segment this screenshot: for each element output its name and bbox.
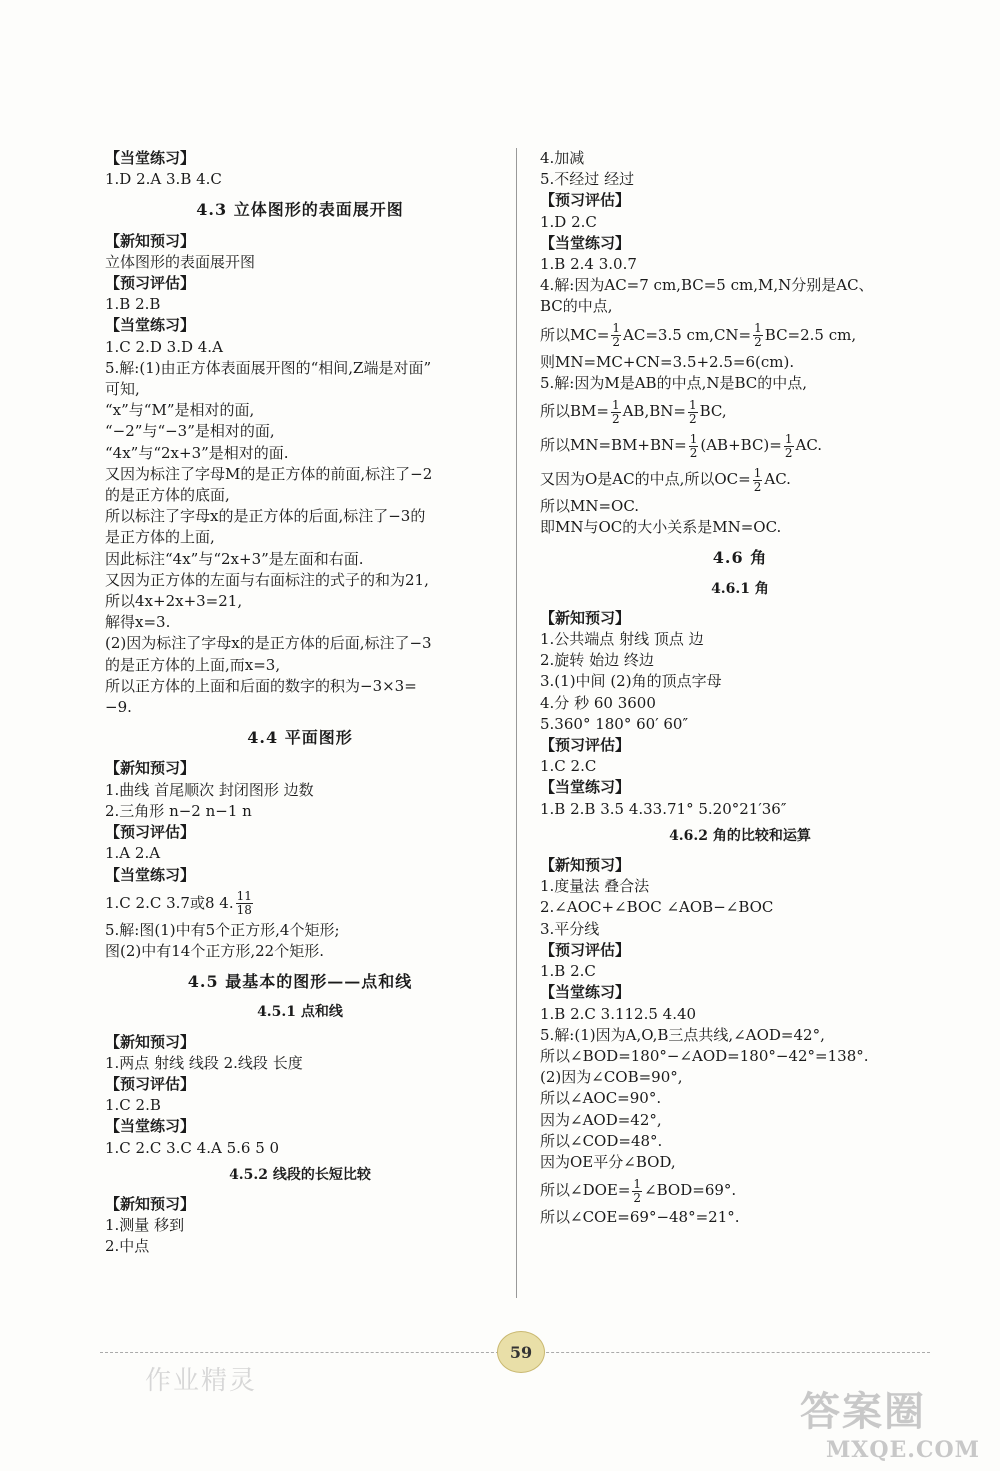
subsection-title-4-6-1: 4.6.1 角: [711, 580, 769, 597]
answer-line: 5.不经过 经过: [540, 170, 635, 189]
numerator: 11: [236, 889, 252, 904]
solution-line: −9.: [105, 698, 132, 717]
subsection-title-4-5-1: 4.5.1 点和线: [257, 1004, 343, 1021]
solution-line: 的是正方体的底面,: [105, 486, 230, 505]
numerator: 1: [689, 431, 698, 446]
solution-line: 因为OE平分∠BOD,: [540, 1152, 676, 1171]
answer-line: 1.B 2.C 3.112.5 4.40: [540, 1004, 697, 1023]
solution-line: 因此标注“4x”与“2x+3”是左面和右面.: [105, 549, 364, 568]
solution-line: 所以∠COE=69°−48°=21°.: [540, 1208, 740, 1227]
solution-line: 4.解:因为AC=7 cm,BC=5 cm,M,N分别是AC、: [540, 276, 874, 295]
heading-new-knowledge: 【新知预习】: [105, 231, 196, 250]
heading-preview-eval: 【预习评估】: [105, 1074, 196, 1093]
watermark-logo-text: 答案圈: [800, 1388, 926, 1435]
answer-line: 1.测量 移到: [105, 1216, 185, 1235]
text-part: AB,BN=: [622, 402, 686, 421]
text-part: AC.: [795, 436, 823, 455]
solution-line-with-fraction: [540, 394, 940, 428]
left-column: [105, 148, 495, 1258]
heading-preview-eval: 【预习评估】: [105, 823, 196, 842]
heading-practice: 【当堂练习】: [105, 1117, 196, 1136]
text-part: AC.: [764, 470, 791, 489]
fraction-half: [753, 322, 763, 349]
right-column: [540, 148, 940, 1228]
fraction-half: [784, 433, 794, 460]
solution-line: 5.解:(1)由正方体表面展开图的“相间,Z端是对面”: [105, 358, 432, 377]
answer-line: 1.B 2.B: [105, 295, 161, 314]
solution-line: 所以标注了字母x的是正方体的后面,标注了−3的: [105, 507, 426, 526]
text-part: 所以BM=: [540, 402, 609, 421]
solution-line: “x”与“M”是相对的面,: [105, 401, 255, 420]
footer-watermark: 作业精灵: [145, 1366, 258, 1396]
heading-preview-eval: 【预习评估】: [105, 274, 196, 293]
watermark-logo: [800, 1380, 990, 1468]
answer-line-with-fraction: [105, 886, 495, 920]
numerator: 1: [754, 321, 762, 336]
heading-preview-eval: 【预习评估】: [540, 940, 631, 959]
solution-line-with-fraction: [540, 462, 940, 496]
solution-line-with-fraction: [540, 318, 940, 352]
numerator: 1: [753, 465, 762, 480]
heading-new-knowledge: 【新知预习】: [105, 1194, 196, 1213]
text-part: BC,: [699, 402, 727, 421]
solution-line: 所以正方体的上面和后面的数字的积为−3×3=: [105, 676, 417, 695]
solution-line: 所以∠AOC=90°.: [540, 1089, 662, 1108]
section-title-4-6: 4.6 角: [712, 548, 768, 568]
denominator: 2: [754, 335, 762, 350]
fraction-11-18: [236, 890, 253, 917]
numerator: 1: [612, 321, 621, 336]
denominator: 2: [688, 411, 697, 426]
heading-practice: 【当堂练习】: [540, 983, 631, 1002]
text-part: 又因为O是AC的中点,所以OC=: [540, 470, 751, 489]
solution-line: (2)因为标注了字母x的是正方体的后面,标注了−3: [105, 634, 432, 653]
answer-line: 1.B 2.B 3.5 4.33.71° 5.20°21′36″: [540, 799, 787, 818]
answer-line: 1.度量法 叠合法: [540, 877, 650, 896]
subsection-title-4-5-2: 4.5.2 线段的长短比较: [229, 1166, 371, 1183]
answer-line: 4.分 秒 60 3600: [540, 693, 656, 712]
heading-new-knowledge: 【新知预习】: [540, 608, 631, 627]
answer-line: 1.B 2.C: [540, 962, 596, 981]
solution-line: 可知,: [105, 380, 140, 399]
solution-line: 所以MN=OC.: [540, 497, 640, 516]
answer-line: 2.∠AOC+∠BOC ∠AOB−∠BOC: [540, 898, 774, 917]
fraction-half: [753, 467, 763, 494]
solution-line: “−2”与“−3”是相对的面,: [105, 422, 275, 441]
answer-line: 2.三角形 n−2 n−1 n: [105, 801, 252, 820]
solution-line: 则MN=MC+CN=3.5+2.5=6(cm).: [540, 352, 795, 371]
solution-line: 5.解:(1)因为A,O,B三点共线,∠AOD=42°,: [540, 1025, 825, 1044]
solution-line: 所以4x+2x+3=21,: [105, 592, 243, 611]
heading-practice: 【当堂练习】: [105, 316, 196, 335]
solution-line: 所以∠BOD=180°−∠AOD=180°−42°=138°.: [540, 1046, 869, 1065]
text-part: (AB+BC)=: [700, 436, 782, 455]
solution-line: (2)因为∠COB=90°,: [540, 1068, 683, 1087]
text-part: 所以MC=: [540, 325, 610, 344]
heading-practice: 【当堂练习】: [105, 865, 196, 884]
solution-line: 又因为正方体的左面与右面标注的式子的和为21,: [105, 570, 429, 589]
answer-line: 2.中点: [105, 1237, 150, 1256]
denominator: 2: [753, 479, 762, 494]
text-part: AC=3.5 cm,CN=: [623, 325, 752, 344]
solution-line: 又因为标注了字母M的是正方体的前面,标注了−2: [105, 464, 433, 483]
solution-line-with-fraction: [540, 1173, 940, 1207]
numerator: 1: [611, 397, 620, 412]
solution-line: 5.解:因为M是AB的中点,N是BC的中点,: [540, 373, 808, 392]
answer-line: 3.平分线: [540, 919, 600, 938]
answer-line: 1.两点 射线 线段 2.线段 长度: [105, 1053, 303, 1072]
answer-line: 1.曲线 首尾顺次 封闭图形 边数: [105, 780, 314, 799]
heading-new-knowledge: 【新知预习】: [540, 856, 631, 875]
denominator: 2: [633, 1190, 642, 1205]
solution-line: 5.解:图(1)中有5个正方形,4个矩形;: [105, 920, 340, 939]
heading-new-knowledge: 【新知预习】: [105, 1032, 196, 1051]
solution-line: 是正方体的上面,: [105, 528, 215, 547]
solution-line: 的是正方体的上面,而x=3,: [105, 655, 281, 674]
heading-preview-eval: 【预习评估】: [540, 736, 631, 755]
fraction-half: [632, 1178, 642, 1205]
answer-line: 1.C 2.C: [540, 757, 597, 776]
answer-line: 1.D 2.C: [540, 212, 597, 231]
heading-practice: 【当堂练习】: [540, 233, 631, 252]
answer-line: 4.加减: [540, 149, 585, 167]
section-title-4-4: 4.4 平面图形: [247, 728, 353, 748]
answer-line: 1.C 2.D 3.D 4.A: [105, 337, 223, 356]
solution-line: 即MN与OC的大小关系是MN=OC.: [540, 518, 782, 537]
fraction-half: [688, 399, 698, 426]
denominator: 18: [236, 903, 252, 918]
denominator: 2: [611, 411, 620, 426]
answer-line: 1.C 2.C 3.C 4.A 5.6 5 0: [105, 1138, 280, 1157]
answer-line: 1.A 2.A: [105, 844, 161, 863]
subsection-title-4-6-2: 4.6.2 角的比较和运算: [669, 827, 811, 844]
column-divider: [516, 148, 517, 1298]
fraction-half: [611, 322, 621, 349]
answer-text: 1.C 2.C 3.7或8 4.: [105, 893, 234, 912]
solution-line: “4x”与“2x+3”是相对的面.: [105, 443, 289, 462]
solution-line: 因为∠AOD=42°,: [540, 1110, 662, 1129]
fraction-half: [611, 399, 621, 426]
heading-practice: 【当堂练习】: [540, 778, 631, 797]
solution-line-with-fraction: [540, 428, 940, 462]
answer-line: 1.D 2.A 3.B 4.C: [105, 170, 222, 189]
numerator: 1: [633, 1176, 642, 1191]
fraction-half: [689, 433, 699, 460]
text-part: 所以∠DOE=: [540, 1181, 631, 1200]
answer-line: 1.C 2.B: [105, 1096, 161, 1115]
answer-line: 1.公共端点 射线 顶点 边: [540, 630, 704, 649]
text-part: 所以MN=BM+BN=: [540, 436, 687, 455]
watermark-site-text: MXQE.COM: [825, 1437, 980, 1463]
answer-line: 5.360° 180° 60′ 60″: [540, 714, 689, 733]
section-title-4-5: 4.5 最基本的图形——点和线: [187, 972, 413, 992]
solution-line: BC的中点,: [540, 297, 613, 316]
answer-line: 1.B 2.4 3.0.7: [540, 255, 637, 274]
page-number-badge: 59: [497, 1331, 545, 1373]
section-title-4-3: 4.3 立体图形的表面展开图: [196, 200, 404, 220]
denominator: 2: [784, 445, 793, 460]
heading-practice: 【当堂练习】: [105, 149, 196, 167]
answer-line: 3.(1)中间 (2)角的顶点字母: [540, 672, 722, 691]
numerator: 1: [688, 397, 697, 412]
solution-line: 图(2)中有14个正方形,22个矩形.: [105, 941, 324, 960]
denominator: 2: [689, 445, 698, 460]
text-part: ∠BOD=69°.: [644, 1181, 737, 1200]
numerator: 1: [784, 431, 793, 446]
text-part: BC=2.5 cm,: [764, 325, 857, 344]
denominator: 2: [612, 335, 621, 350]
answer-line: 2.旋转 始边 终边: [540, 651, 654, 670]
answer-line: 立体图形的表面展开图: [105, 252, 256, 271]
heading-new-knowledge: 【新知预习】: [105, 759, 196, 778]
heading-preview-eval: 【预习评估】: [540, 191, 631, 210]
solution-line: 所以∠COD=48°.: [540, 1131, 663, 1150]
solution-line: 解得x=3.: [105, 613, 171, 632]
